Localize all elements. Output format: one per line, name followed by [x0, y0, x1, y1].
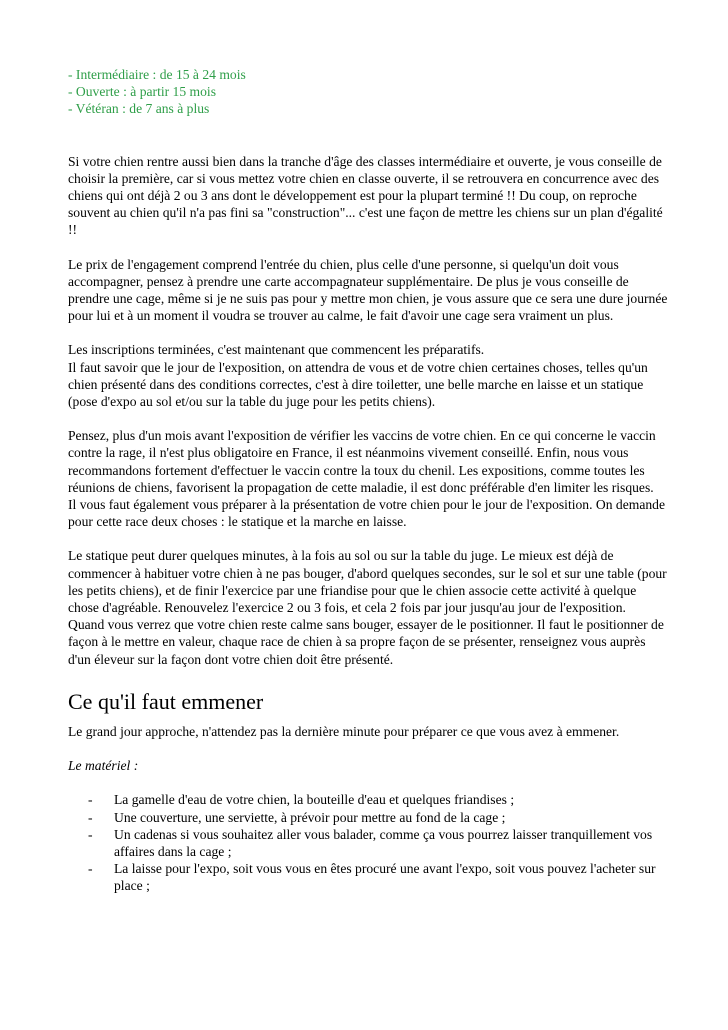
paragraph-positioning: Quand vous verrez que votre chien reste calme sans bouger, essayer de le positionner. Il faut le positionner de façon à le mettre en valeur, chaque race de chien à sa propre façon de se présenter, renseignez vous auprès d'un éleveur sur la façon dont votre chien doit être présenté. — [68, 617, 664, 667]
paragraph-exposition-expectations: Il faut savoir que le jour de l'exposition, on attendra de vous et de votre chien certaines choses, telles qu'un chien présenté dans des conditions correctes, c'est à dire toiletter, une belle marche en laisse et un statique (pose d'expo au sol et/ou sur la table du juge pour les petits chiens). — [68, 359, 648, 410]
bullet-dash: - — [88, 809, 93, 825]
paragraph-preparations-start: Les inscriptions terminées, c'est maintenant que commencent les préparatifs. — [68, 342, 485, 358]
list-item-text: Une couverture, une serviette, à prévoir pour mettre au fond de la cage ; — [114, 809, 506, 825]
class-item-ouverte: - Ouverte : à partir 15 mois — [68, 84, 216, 100]
paragraph-presentation-prep: Il vous faut également vous préparer à la présentation de votre chien pour le jour de l'exposition. On demande pour cette race deux choses : le statique et la marche en laisse. — [68, 497, 665, 530]
document-content — [68, 66, 668, 895]
list-item-text: La gamelle d'eau de votre chien, la bouteille d'eau et quelques friandises ; — [114, 792, 515, 808]
list-item — [68, 860, 668, 894]
bullet-dash: - — [88, 792, 93, 808]
class-item-intermediaire: - Intermédiaire : de 15 à 24 mois — [68, 67, 246, 82]
list-item-text: Un cadenas si vous souhaitez aller vous balader, comme ça vous pourrez laisser tranquillement vos affaires dans la cage ; — [114, 826, 653, 859]
section-heading: Ce qu'il faut emmener — [68, 688, 264, 714]
paragraph-statique: Le statique peut durer quelques minutes, à la fois au sol ou sur la table du juge. Le mieux est déjà de commencer à habituer votre chien à ne pas bouger, d'abord quelques secondes, sur le sol et sur une table (pour les petits chiens), et de finir l'exercice par une friandise pour que le chien associe cette activité à quelque chose d'agréable. Renouvelez l'exercice 2 ou 3 fois, et cela 2 fois par jour jusqu'au jour de l'exposition. — [68, 548, 667, 616]
list-item — [68, 809, 668, 826]
section-intro: Le grand jour approche, n'attendez pas la dernière minute pour préparer ce que vous avez à emmener. — [68, 723, 620, 739]
bullet-dash: - — [88, 861, 93, 877]
list-item — [68, 791, 668, 808]
list-item — [68, 826, 668, 860]
list-item-text: La laisse pour l'expo, soit vous vous en êtes procuré une avant l'expo, soit vous pouvez l'acheter sur place ; — [114, 861, 656, 894]
bullet-dash: - — [88, 826, 93, 842]
materiel-list — [68, 791, 668, 894]
paragraph-class-choice: Si votre chien rentre aussi bien dans la tranche d'âge des classes intermédiaire et ouverte, je vous conseille de choisir la première, car si vous mettez votre chien en classe ouverte, il se retrouvera en concurrence avec des chiens qui ont déjà 2 ou 3 ans dont le développement est pour la plupart terminé !! Du coup, on reproche souvent au chien qu'il n'a pas fini sa "construction"... c'est une façon de mettre les chiens sur un plan d'égalité !! — [68, 153, 663, 238]
class-age-list — [68, 66, 668, 118]
class-item-veteran: - Vétéran : de 7 ans à plus — [68, 101, 210, 117]
paragraph-engagement-price: Le prix de l'engagement comprend l'entrée du chien, plus celle d'une personne, si quelqu'un doit vous accompagner, pensez à prendre une carte accompagnateur supplémentaire. De plus je vous conseille de prendre une cage, même si je ne suis pas pour y mettre mon chien, je vous assure que ce sera une dure journée pour lui et à un moment il voudra se trouver au calme, le fait d'avoir une cage sera vraiment un plus. — [68, 256, 668, 324]
materiel-subtitle: Le matériel : — [68, 758, 139, 774]
paragraph-vaccines: Pensez, plus d'un mois avant l'exposition de vérifier les vaccins de votre chien. En ce qui concerne le vaccin contre la rage, il n'est plus obligatoire en France, il est néanmoins vivement conseillé. Enfin, nous vous recommandons fortement d'effectuer le vaccin contre la toux du chenil. Les expositions, comme toutes les réunions de chiens, favorisent la propagation de cette maladie, il est donc préférable d'en limiter les risques. — [68, 428, 656, 495]
